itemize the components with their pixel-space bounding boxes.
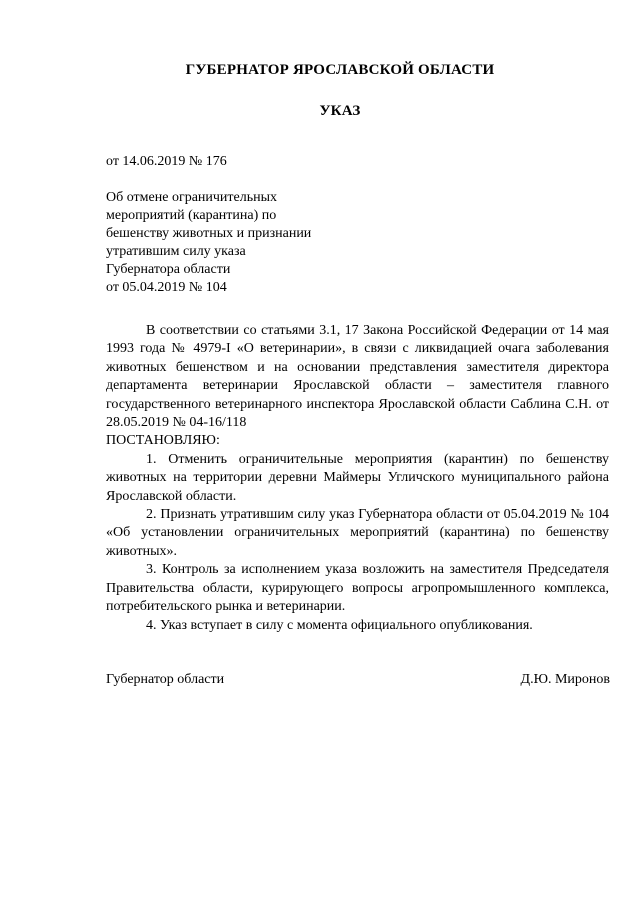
signature-name: Д.Ю. Миронов	[520, 672, 610, 687]
document-subject	[106, 189, 386, 297]
subject-line: мероприятий (карантина) по	[106, 208, 277, 223]
decree-item: 2. Признать утратившим силу указ Губернатора области от 05.04.2019 № 104 «Об установлении ограничительных мероприятий (карантина) по бешенству животных».	[106, 507, 609, 559]
decree-item: 4. Указ вступает в силу с момента официального опубликования.	[146, 617, 533, 633]
document-authority: ГУБЕРНАТОР ЯРОСЛАВСКОЙ ОБЛАСТИ	[185, 62, 495, 78]
decree-word: ПОСТАНОВЛЯЮ:	[106, 433, 220, 449]
subject-line: утратившим силу указа	[106, 244, 246, 259]
decree-item: 3. Контроль за исполнением указа возложить на заместителя Председателя Правительства области, курирующего вопросы агропромышленного комплекса, потребительского рынка и ветеринарии.	[106, 562, 609, 615]
signature-title: Губернатор области	[106, 672, 225, 687]
preamble-paragraph: В соответствии со статьями 3.1, 17 Закона Российской Федерации от 14 мая 1993 года № 4979-I «О ветеринарии», в связи с ликвидацией очага заболевания животных бешенством и на основании представления заместителя директора департамента ветеринарии Ярославской области – заместителя главного государственного ветеринарного инспектора Ярославской области Саблина С.Н. от 28.05.2019 № 04-16/118	[106, 323, 609, 431]
document-body	[106, 322, 609, 635]
subject-line: Об отмене ограничительных	[106, 190, 278, 205]
decree-item: 1. Отменить ограничительные мероприятия (карантин) по бешенству животных на территории деревни Маймеры Угличского муниципального района Ярославской области.	[106, 451, 609, 504]
document-type: УКАЗ	[319, 103, 361, 119]
subject-line: Губернатора области	[106, 262, 231, 277]
document-date-number: от 14.06.2019 № 176	[106, 154, 227, 169]
subject-line: от 05.04.2019 № 104	[106, 280, 227, 295]
subject-line: бешенству животных и признании	[106, 226, 312, 241]
